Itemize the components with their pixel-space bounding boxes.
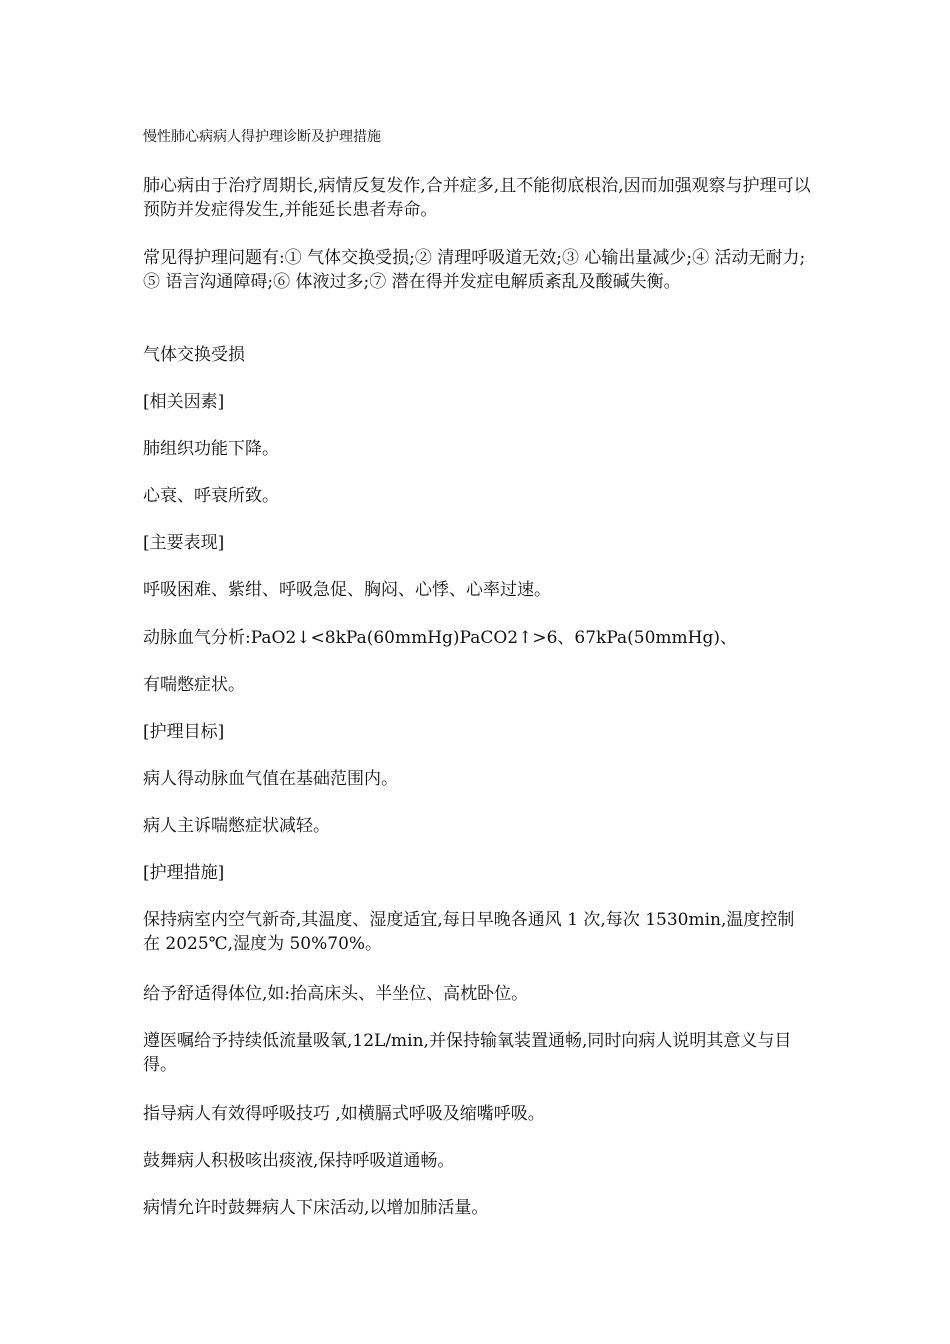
subheading-nursing-measures: [护理措施] <box>143 863 225 883</box>
paragraph-measure-3: 遵医嘱给予持续低流量吸氧,12L/min,并保持输氧装置通畅,同时向病人说明其意义与目得。 <box>143 1031 792 1075</box>
paragraph-measure-5: 鼓舞病人积极咳出痰液,保持呼吸道通畅。 <box>143 1151 455 1171</box>
document-title: 慢性肺心病病人得护理诊断及护理措施 <box>143 129 381 145</box>
paragraph-measure-1: 保持病室内空气新奇,其温度、湿度适宜,每日早晚各通风 1 次,每次 1530min,温度控制在 2025℃,湿度为 50%70%。 <box>143 910 795 954</box>
subheading-nursing-goals: [护理目标] <box>143 722 225 742</box>
paragraph-measure-6: 病情允许时鼓舞病人下床活动,以增加肺活量。 <box>143 1198 489 1218</box>
paragraph-goal-2: 病人主诉喘憋症状减轻。 <box>143 816 330 836</box>
paragraph-measure-4: 指导病人有效得呼吸技巧 ,如横膈式呼吸及缩嘴呼吸。 <box>143 1104 545 1124</box>
paragraph-goal-1: 病人得动脉血气值在基础范围内。 <box>143 769 398 789</box>
paragraph-factor-2: 心衰、呼衰所致。 <box>143 486 279 506</box>
paragraph-symptoms: 呼吸困难、紫绀、呼吸急促、胸闷、心悸、心率过速。 <box>143 580 551 600</box>
paragraph-wheezing: 有喘憋症状。 <box>143 675 245 695</box>
subheading-related-factors: [相关因素] <box>143 392 225 412</box>
section-heading-gas-exchange: 气体交换受损 <box>143 345 245 365</box>
paragraph-problems: 常见得护理问题有:① 气体交换受损;② 清理呼吸道无效;③ 心输出量减少;④ 活动无耐力;⑤ 语言沟通障碍;⑥ 体液过多;⑦ 潜在得并发症电解质紊乱及酸碱失衡。 <box>143 248 806 292</box>
paragraph-intro: 肺心病由于治疗周期长,病情反复发作,合并症多,且不能彻底根治,因而加强观察与护理可以预防并发症得发生,并能延长患者寿命。 <box>143 176 811 220</box>
subheading-main-manifestations: [主要表现] <box>143 533 225 553</box>
paragraph-factor-1: 肺组织功能下降。 <box>143 439 279 459</box>
paragraph-measure-2: 给予舒适得体位,如:抬高床头、半坐位、高枕卧位。 <box>143 984 529 1004</box>
paragraph-blood-gas: 动脉血气分析:PaO2↓<8kPa(60mmHg)PaCO2↑>6、67kPa(50mmHg)、 <box>143 628 738 648</box>
